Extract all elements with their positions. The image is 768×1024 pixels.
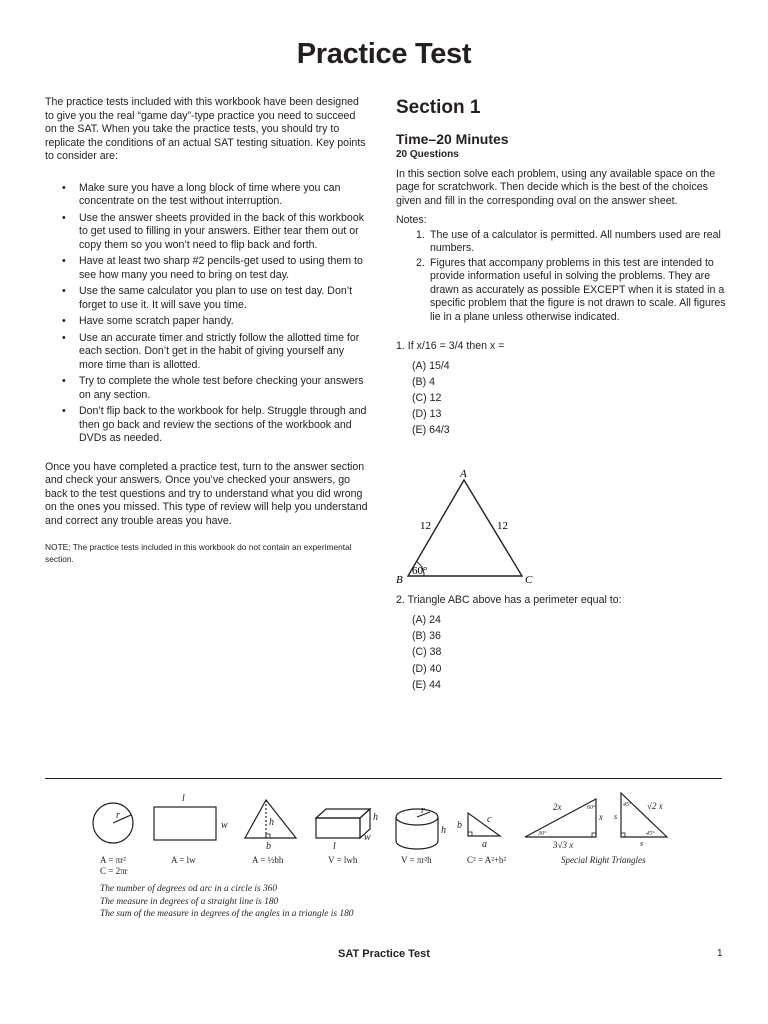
question-count: 20 Questions bbox=[396, 149, 459, 160]
bullet-icon: • bbox=[62, 375, 66, 387]
t2-leg-bottom-label: s bbox=[640, 839, 644, 848]
right-column bbox=[396, 96, 726, 439]
vertex-a-label: A bbox=[460, 468, 467, 480]
list-item: • Use an accurate timer and strictly follow the allotted time for each section. Don’t get in the habit of giving yourself any more time than is allotted. bbox=[62, 331, 360, 371]
answer-choice: (D) 13 bbox=[412, 408, 442, 421]
answer-choice: (C) 38 bbox=[412, 646, 442, 659]
key-points-list bbox=[45, 182, 370, 446]
list-item: 1. The use of a calculator is permitted. All numbers used are real numbers. bbox=[416, 228, 721, 254]
instructions: In this section solve each problem, using any available space on the page for scratchwork. Then decide which is the best of the choices given and fill in the corresponding oval on the answer sheet. bbox=[396, 167, 716, 207]
box-width-label: w bbox=[364, 832, 371, 843]
box-length-label: l bbox=[333, 841, 336, 852]
t1-hyp-label: 2x bbox=[553, 802, 562, 812]
t1-base-label: 3√3 x bbox=[553, 840, 574, 850]
bullet-icon: • bbox=[62, 331, 66, 344]
circle-radius-label: r bbox=[116, 810, 120, 821]
rectangle-shape bbox=[154, 807, 216, 840]
circle-area-formula: A = πr² bbox=[100, 855, 126, 865]
box-height-label: h bbox=[373, 812, 378, 823]
rt-a-label: a bbox=[482, 839, 487, 850]
reference-facts bbox=[100, 883, 353, 921]
t1-angle-bottom-label: 30° bbox=[538, 831, 547, 837]
vertex-b-label: B bbox=[396, 574, 403, 586]
side-ac-label: 12 bbox=[497, 520, 508, 532]
rt-c-label: c bbox=[487, 814, 492, 825]
cyl-height-label: h bbox=[441, 825, 446, 836]
box-volume-formula: V = lwh bbox=[328, 855, 358, 865]
t1-angle-top-label: 60° bbox=[587, 805, 596, 811]
circle-circumference-formula: C = 2πr bbox=[100, 866, 128, 876]
t2-leg-left-label: s bbox=[614, 812, 618, 821]
triangle-abc-figure bbox=[394, 462, 544, 588]
question-1-choices bbox=[412, 358, 726, 439]
box-front bbox=[316, 818, 360, 838]
time-limit: Time–20 Minutes bbox=[396, 131, 509, 147]
question-2-choices bbox=[412, 612, 441, 693]
special-triangles-caption: Special Right Triangles bbox=[561, 855, 646, 865]
list-item: • Use the answer sheets provided in the back of this workbook to get used to filling in your answers. Either tear them out or copy them so you won’t need to flip back and forth. bbox=[62, 211, 365, 251]
notes-list bbox=[396, 229, 726, 325]
t2-angle-bottom-label: 45° bbox=[646, 831, 655, 837]
rect-width-label: w bbox=[221, 820, 228, 831]
rect-area-formula: A = lw bbox=[171, 855, 196, 865]
bullet-icon: • bbox=[62, 211, 66, 224]
cylinder-bottom bbox=[396, 841, 438, 849]
list-item: • Have at least two sharp #2 pencils-get used to using them to see how many you need to bring on test day. bbox=[62, 255, 363, 281]
cyl-radius-label: r bbox=[421, 805, 425, 816]
t2-hyp-label: √2 x bbox=[647, 801, 663, 811]
review-paragraph: Once you have completed a practice test, turn to the answer section and check your answers. Once you’ve checked your answers, go back to the test questions and try to understand what you did wrong on the ones you missed. This type of review will help you understand and correct any trouble areas you have. bbox=[45, 460, 368, 527]
answer-choice: (E) 64/3 bbox=[412, 424, 450, 437]
angle-b-label: 60° bbox=[412, 565, 428, 577]
answer-choice: (E) 44 bbox=[412, 678, 441, 691]
fact-line: The measure in degrees of a straight line is 180 bbox=[100, 896, 279, 907]
rect-length-label: l bbox=[182, 793, 185, 804]
answer-choice: (D) 40 bbox=[412, 662, 442, 675]
list-item: • Don’t flip back to the workbook for help. Struggle through and then go back and review the sections of the workbook and DVDs as needed. bbox=[62, 405, 367, 444]
answer-choice: (C) 12 bbox=[412, 391, 442, 404]
question-1-stem: 1. If x/16 = 3/4 then x = bbox=[396, 340, 505, 352]
answer-choice: (A) 15/4 bbox=[412, 359, 450, 372]
pythagorean-formula: C² = A²+b² bbox=[467, 855, 507, 865]
answer-choice: (A) 24 bbox=[412, 614, 441, 626]
triangle-45-45-90 bbox=[621, 793, 667, 837]
question-2-stem: 2. Triangle ABC above has a perimeter equal to: bbox=[396, 594, 622, 606]
list-item: 2. Figures that accompany problems in this test are intended to provide information useful in solving the problems. They are drawn as accurately as possible EXCEPT when it is stated in a specific problem that the figure is not drawn to scale. All figures lie in a plane unless otherwise indicated. bbox=[416, 256, 726, 323]
divider bbox=[45, 778, 722, 779]
left-column bbox=[45, 96, 370, 565]
list-item: • Use the same calculator you plan to use on test day. Don’t forget to use it. It will save you time. bbox=[62, 285, 353, 311]
reference-formulas bbox=[80, 787, 700, 879]
section-title: Section 1 bbox=[396, 97, 481, 118]
notes-label: Notes: bbox=[396, 214, 427, 226]
answer-choice: (B) 4 bbox=[412, 375, 435, 388]
list-item: • Try to complete the whole test before checking your answers on any section. bbox=[62, 375, 364, 401]
answer-choice: (B) 36 bbox=[412, 630, 441, 643]
t1-side-label: x bbox=[599, 812, 603, 822]
bullet-icon: • bbox=[62, 181, 66, 194]
tri-base-label: b bbox=[266, 841, 271, 852]
page-title: Practice Test bbox=[296, 38, 472, 70]
vertex-c-label: C bbox=[525, 574, 533, 586]
cyl-volume-formula: V = πr²h bbox=[401, 855, 432, 865]
bullet-icon: • bbox=[62, 315, 66, 327]
t2-angle-top-label: 45° bbox=[623, 802, 632, 808]
bullet-icon: • bbox=[62, 255, 66, 267]
bullet-icon: • bbox=[62, 285, 66, 297]
side-ab-label: 12 bbox=[420, 520, 431, 532]
tri-height-label: h bbox=[269, 817, 274, 828]
list-item: • Make sure you have a long block of time where you can concentrate on the test without interruption. bbox=[62, 181, 341, 207]
fact-line: The sum of the measure in degrees of the angles in a triangle is 180 bbox=[100, 909, 354, 919]
list-item: • Have some scratch paper handy. bbox=[62, 315, 234, 327]
page-number: 1 bbox=[717, 948, 723, 959]
footer-title: SAT Practice Test bbox=[338, 948, 430, 960]
tri-area-formula: A = ½bh bbox=[252, 855, 284, 865]
experimental-note: NOTE: The practice tests included in this workbook do not contain an experimental section. bbox=[45, 542, 352, 564]
bullet-icon: • bbox=[62, 405, 66, 417]
fact-line: The number of degrees od arc in a circle is 360 bbox=[100, 884, 278, 894]
rt-b-label: b bbox=[457, 820, 462, 831]
right-triangle-shape bbox=[468, 813, 500, 836]
intro-paragraph: The practice tests included with this workbook have been designed to give you the real “game day”-type practice you need to succeed on the SAT. When you take the practice tests, you should try to replicate the conditions of an actual SAT testing situation. Key points to consider are: bbox=[45, 96, 366, 162]
